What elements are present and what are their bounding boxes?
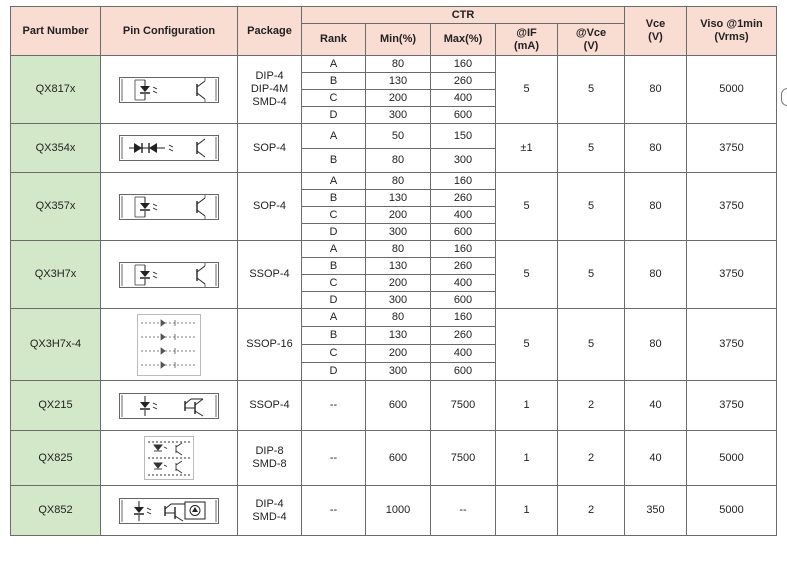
min: 80 [366, 241, 431, 258]
min: 130 [366, 190, 431, 207]
vce-max: 350 [625, 486, 687, 536]
pin-config [101, 124, 238, 173]
min: 200 [366, 207, 431, 224]
max: 400 [431, 345, 496, 363]
vce-max: 80 [625, 124, 687, 173]
min: 300 [366, 363, 431, 381]
min: 80 [366, 173, 431, 190]
part-number: QX215 [11, 381, 101, 431]
part-number: QX3H7x-4 [11, 309, 101, 381]
max: 260 [431, 190, 496, 207]
part-number: QX354x [11, 124, 101, 173]
rank: C [302, 345, 366, 363]
max: 400 [431, 275, 496, 292]
rank: A [302, 173, 366, 190]
pin-config [101, 56, 238, 124]
max: 600 [431, 363, 496, 381]
rank: B [302, 149, 366, 173]
rank: -- [302, 381, 366, 431]
max: 600 [431, 107, 496, 124]
rank: A [302, 309, 366, 327]
pin-config [101, 431, 238, 486]
vce: 5 [558, 241, 625, 309]
pin-config [101, 309, 238, 381]
max: 160 [431, 56, 496, 73]
viso: 3750 [687, 173, 777, 241]
viso: 5000 [687, 56, 777, 124]
rank: D [302, 107, 366, 124]
part-number: QX852 [11, 486, 101, 536]
if: 1 [496, 486, 558, 536]
vce-max: 40 [625, 381, 687, 431]
rank: B [302, 190, 366, 207]
rank: -- [302, 486, 366, 536]
part-number: QX357x [11, 173, 101, 241]
part-number: QX817x [11, 56, 101, 124]
package: SSOP-4 [238, 381, 302, 431]
min: 80 [366, 56, 431, 73]
min: 130 [366, 327, 431, 345]
quad-channel-diagram-icon [137, 314, 201, 376]
phototransistor-4pin-diagram-icon [119, 194, 219, 220]
header-vce-max: Vce (V) [625, 7, 687, 56]
min: 300 [366, 224, 431, 241]
vce-max: 80 [625, 173, 687, 241]
package: SSOP-4 [238, 241, 302, 309]
viso: 3750 [687, 124, 777, 173]
header-pin-config: Pin Configuration [101, 7, 238, 56]
if: ±1 [496, 124, 558, 173]
vce-max: 80 [625, 241, 687, 309]
max: 160 [431, 241, 496, 258]
darlington-high-voltage-diagram-icon [119, 498, 219, 524]
if: 1 [496, 431, 558, 486]
if: 5 [496, 173, 558, 241]
header-package: Package [238, 7, 302, 56]
if: 1 [496, 381, 558, 431]
min: 80 [366, 149, 431, 173]
rank: A [302, 241, 366, 258]
header-viso: Viso @1min (Vrms) [687, 7, 777, 56]
min: 130 [366, 258, 431, 275]
viso: 3750 [687, 309, 777, 381]
table-row [11, 431, 777, 486]
max: 7500 [431, 431, 496, 486]
rank: B [302, 73, 366, 90]
viso: 5000 [687, 486, 777, 536]
rank: B [302, 258, 366, 275]
max: 160 [431, 173, 496, 190]
pin-config [101, 381, 238, 431]
table-row [11, 381, 777, 431]
min: 1000 [366, 486, 431, 536]
rank: C [302, 275, 366, 292]
min: 200 [366, 275, 431, 292]
if: 5 [496, 309, 558, 381]
vce: 2 [558, 431, 625, 486]
edge-marker [781, 88, 787, 106]
max: 160 [431, 309, 496, 327]
phototransistor-4pin-diagram-icon [119, 77, 219, 103]
header-rank: Rank [302, 24, 366, 56]
package: DIP-8 SMD-8 [238, 431, 302, 486]
min: 200 [366, 345, 431, 363]
min: 50 [366, 124, 431, 149]
min: 200 [366, 90, 431, 107]
min: 600 [366, 381, 431, 431]
table-row [11, 173, 777, 190]
rank: D [302, 224, 366, 241]
header-vce: @Vce (V) [558, 24, 625, 56]
vce: 5 [558, 309, 625, 381]
header-max: Max(%) [431, 24, 496, 56]
dual-darlington-diagram-icon [144, 436, 194, 480]
header-if: @IF (mA) [496, 24, 558, 56]
max: 600 [431, 224, 496, 241]
part-number: QX825 [11, 431, 101, 486]
table-row [11, 309, 777, 327]
vce: 5 [558, 173, 625, 241]
vce-max: 40 [625, 431, 687, 486]
viso: 5000 [687, 431, 777, 486]
if: 5 [496, 56, 558, 124]
part-number: QX3H7x [11, 241, 101, 309]
max: 260 [431, 73, 496, 90]
table-row [11, 241, 777, 258]
table-row [11, 486, 777, 536]
max: 600 [431, 292, 496, 309]
header-part-number: Part Number [11, 7, 101, 56]
optocoupler-spec-table [10, 6, 777, 536]
max: 260 [431, 258, 496, 275]
package: DIP-4 SMD-4 [238, 486, 302, 536]
package: SOP-4 [238, 124, 302, 173]
package: SSOP-16 [238, 309, 302, 381]
max: 400 [431, 90, 496, 107]
min: 600 [366, 431, 431, 486]
vce: 5 [558, 124, 625, 173]
viso: 3750 [687, 381, 777, 431]
min: 300 [366, 292, 431, 309]
max: 400 [431, 207, 496, 224]
pin-config [101, 241, 238, 309]
rank: A [302, 124, 366, 149]
rank: A [302, 56, 366, 73]
min: 80 [366, 309, 431, 327]
rank: D [302, 292, 366, 309]
phototransistor-4pin-diagram-icon [119, 262, 219, 288]
header-ctr: CTR [302, 7, 625, 24]
table-row [11, 124, 777, 149]
darlington-4pin-diagram-icon [119, 393, 219, 419]
package: DIP-4 DIP-4M SMD-4 [238, 56, 302, 124]
rank: D [302, 363, 366, 381]
max: 7500 [431, 381, 496, 431]
rank: -- [302, 431, 366, 486]
pin-config [101, 486, 238, 536]
min: 130 [366, 73, 431, 90]
max: 150 [431, 124, 496, 149]
pin-config [101, 173, 238, 241]
rank: B [302, 327, 366, 345]
rank: C [302, 90, 366, 107]
min: 300 [366, 107, 431, 124]
ac-input-phototransistor-diagram-icon [119, 135, 219, 161]
vce: 5 [558, 56, 625, 124]
if: 5 [496, 241, 558, 309]
max: 300 [431, 149, 496, 173]
header-min: Min(%) [366, 24, 431, 56]
vce: 2 [558, 381, 625, 431]
max: 260 [431, 327, 496, 345]
viso: 3750 [687, 241, 777, 309]
max: -- [431, 486, 496, 536]
vce-max: 80 [625, 309, 687, 381]
rank: C [302, 207, 366, 224]
package: SOP-4 [238, 173, 302, 241]
table-row [11, 56, 777, 73]
vce: 2 [558, 486, 625, 536]
vce-max: 80 [625, 56, 687, 124]
